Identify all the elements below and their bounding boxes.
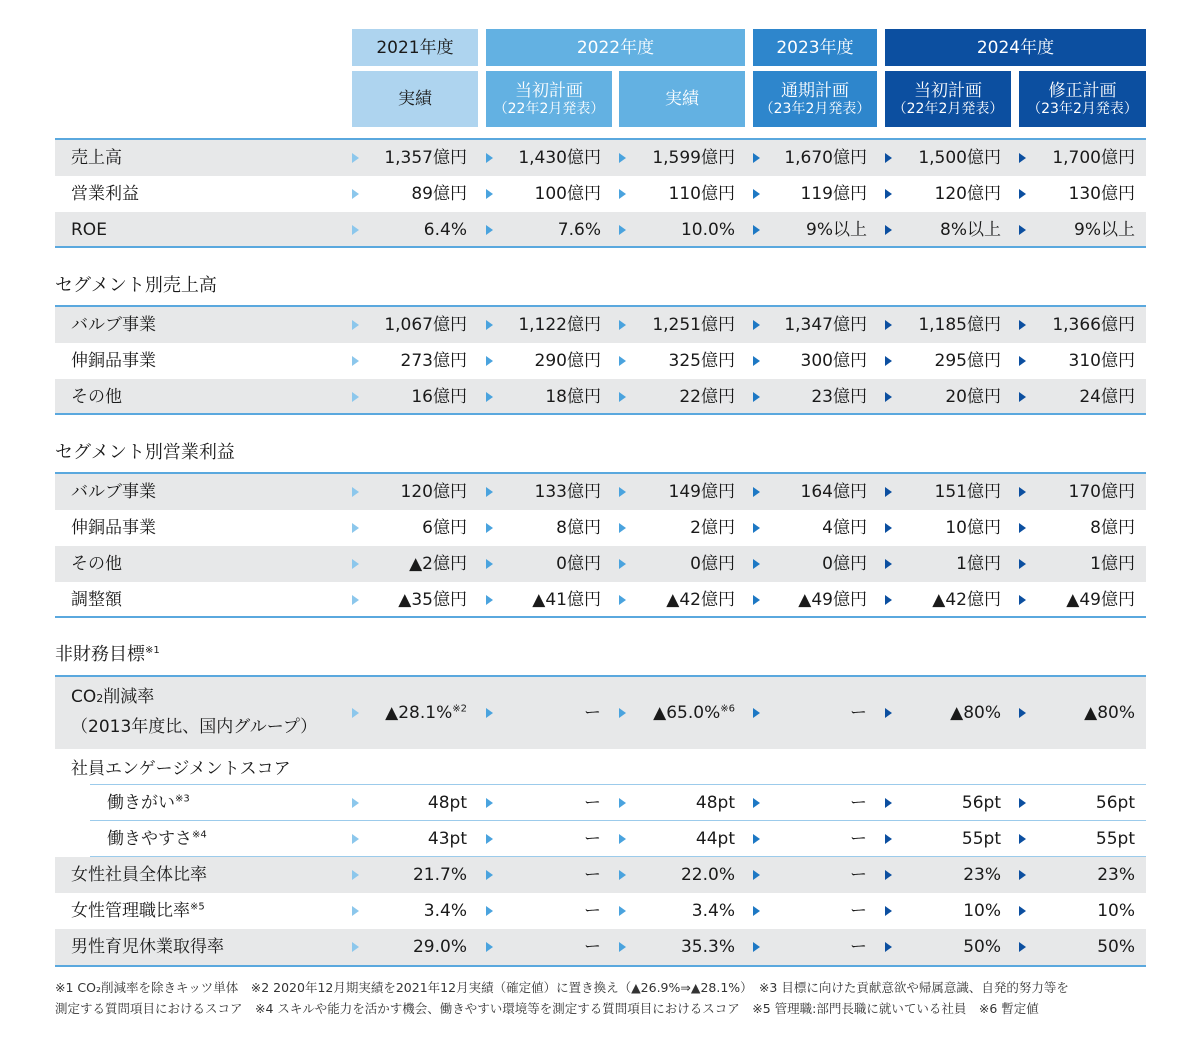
footnote-line-2: 測定する質問項目におけるスコア ※4 スキルや能力を活かす機会、働きやすい環境等を測定する質問項目におけるスコア ※5 管理職:部門長職に就いている社員 ※6 暫定値 <box>55 1001 1039 1016</box>
value-cell: ー <box>584 937 601 957</box>
value-cell: 119億円 <box>800 184 867 204</box>
col-header-2022-actual: 実績 <box>619 71 745 127</box>
row-engagement-heading <box>55 751 1146 787</box>
value-cell: ▲80% <box>950 703 1001 723</box>
col-header-2024-initial: 当初計画 （22年2月発表） <box>885 71 1011 127</box>
value-cell: 273億円 <box>400 351 467 371</box>
value-cell: ▲28.1%$^{※2}$ <box>385 703 467 723</box>
value-cell: ー <box>850 793 867 813</box>
value-cell: 55pt <box>961 829 1001 849</box>
value-cell: 1,347億円 <box>784 315 867 335</box>
value-cell: 8億円 <box>556 518 601 538</box>
value-cell: 10% <box>963 901 1001 921</box>
footnote-line-1: ※1 CO₂削減率を除きキッツ単体 ※2 2020年12月期実績を2021年12月実績（確定値）に置き換え（▲26.9%⇒▲28.1%） ※3 目標に向けた貢献意欲や帰属意識、自発的努力等を <box>55 980 1069 995</box>
table-row <box>55 307 1146 343</box>
table-row <box>55 474 1146 510</box>
rule-profit-bottom <box>55 616 1146 618</box>
value-cell: 300億円 <box>800 351 867 371</box>
row-label: 伸銅品事業 <box>71 351 156 371</box>
value-cell: 325億円 <box>668 351 735 371</box>
value-cell: 149億円 <box>668 482 735 502</box>
value-cell: ー <box>584 703 601 723</box>
value-cell: 21.7% <box>412 865 467 885</box>
value-cell: ー <box>850 901 867 921</box>
table-row <box>55 379 1146 415</box>
value-cell: ー <box>850 865 867 885</box>
value-cell: 10億円 <box>945 518 1001 538</box>
value-cell: ▲35億円 <box>398 590 467 610</box>
value-cell: ▲49億円 <box>798 590 867 610</box>
value-cell: 29.0% <box>412 937 467 957</box>
value-cell: 43pt <box>427 829 467 849</box>
row-label: バルブ事業 <box>71 482 156 502</box>
value-cell: 23% <box>963 865 1001 885</box>
col-header-2024-revised: 修正計画 （23年2月発表） <box>1019 71 1146 127</box>
value-cell: 1,430億円 <box>518 148 601 168</box>
row-label: 伸銅品事業 <box>71 518 156 538</box>
row-label: 社員エンゲージメントスコア <box>71 759 291 779</box>
value-cell: 23% <box>1097 865 1135 885</box>
row-divider <box>90 784 1146 785</box>
value-cell: 3.4% <box>423 901 467 921</box>
value-cell: 48pt <box>695 793 735 813</box>
value-cell: 9%以上 <box>1074 220 1135 240</box>
value-cell: 50% <box>1097 937 1135 957</box>
value-cell: 50% <box>963 937 1001 957</box>
value-cell: 170億円 <box>1068 482 1135 502</box>
value-cell: 6.4% <box>423 220 467 240</box>
value-cell: 1,670億円 <box>784 148 867 168</box>
value-cell: 23億円 <box>811 387 867 407</box>
value-cell: 151億円 <box>934 482 1001 502</box>
value-cell: 3.4% <box>691 901 735 921</box>
table-row <box>55 857 1146 893</box>
row-label: 女性管理職比率$^{※5}$ <box>71 901 205 921</box>
row-label: 男性育児休業取得率 <box>71 937 224 957</box>
value-cell: 6億円 <box>422 518 467 538</box>
value-cell: 0億円 <box>822 554 867 574</box>
table-row <box>55 785 1146 821</box>
value-cell: ▲65.0%$^{※6}$ <box>653 703 735 723</box>
value-cell: 89億円 <box>411 184 467 204</box>
value-cell: 8%以上 <box>940 220 1001 240</box>
value-cell: 18億円 <box>545 387 601 407</box>
value-cell: ー <box>584 865 601 885</box>
value-cell: 1,599億円 <box>652 148 735 168</box>
row-label: その他 <box>71 387 122 407</box>
col-header-2023-plan: 通期計画 （23年2月発表） <box>753 71 877 127</box>
value-cell: 16億円 <box>411 387 467 407</box>
value-cell: 0億円 <box>556 554 601 574</box>
value-cell: 1億円 <box>956 554 1001 574</box>
year-header-2024: 2024年度 <box>885 29 1146 66</box>
value-cell: 55pt <box>1095 829 1135 849</box>
row-label: バルブ事業 <box>71 315 156 335</box>
value-cell: ▲42億円 <box>666 590 735 610</box>
row-label: 売上高 <box>71 148 122 168</box>
value-cell: 24億円 <box>1079 387 1135 407</box>
section-title-segment-sales: セグメント別売上高 <box>55 275 217 296</box>
value-cell: 22.0% <box>680 865 735 885</box>
value-cell: 48pt <box>427 793 467 813</box>
value-cell: ー <box>584 901 601 921</box>
value-cell: 4億円 <box>822 518 867 538</box>
value-cell: 310億円 <box>1068 351 1135 371</box>
table-row <box>55 893 1146 929</box>
value-cell: ー <box>850 937 867 957</box>
value-cell: ー <box>850 703 867 723</box>
value-cell: 100億円 <box>534 184 601 204</box>
col-header-2022-initial: 当初計画 （22年2月発表） <box>486 71 612 127</box>
table-row <box>55 582 1146 618</box>
col-header-2021-actual: 実績 <box>352 71 478 127</box>
value-cell: 1,067億円 <box>384 315 467 335</box>
value-cell: ▲41億円 <box>532 590 601 610</box>
table-row <box>55 212 1146 248</box>
value-cell: 295億円 <box>934 351 1001 371</box>
row-label: 働きやすさ$^{※4}$ <box>107 829 207 849</box>
row-label: CO2削減率 （2013年度比、国内グループ） <box>71 687 318 737</box>
year-header-2022: 2022年度 <box>486 29 745 66</box>
value-cell: 1,357億円 <box>384 148 467 168</box>
value-cell: 8億円 <box>1090 518 1135 538</box>
value-cell: 1億円 <box>1090 554 1135 574</box>
row-label: 女性社員全体比率 <box>71 865 207 885</box>
year-header-2021: 2021年度 <box>352 29 478 66</box>
value-cell: 110億円 <box>668 184 735 204</box>
table-row <box>55 140 1146 176</box>
row-co2 <box>55 677 1146 749</box>
value-cell: 164億円 <box>800 482 867 502</box>
value-cell: ー <box>584 793 601 813</box>
value-cell: 7.6% <box>557 220 601 240</box>
table-row <box>55 546 1146 582</box>
value-cell: 120億円 <box>400 482 467 502</box>
value-cell: 1,366億円 <box>1052 315 1135 335</box>
value-cell: 290億円 <box>534 351 601 371</box>
value-cell: 130億円 <box>1068 184 1135 204</box>
rule-nonfin-bottom <box>55 965 1146 967</box>
row-label: 働きがい$^{※3}$ <box>107 793 190 813</box>
table-row <box>55 821 1146 857</box>
value-cell: 10.0% <box>680 220 735 240</box>
row-label: 営業利益 <box>71 184 139 204</box>
value-cell: 35.3% <box>680 937 735 957</box>
value-cell: 133億円 <box>534 482 601 502</box>
value-cell: 44pt <box>695 829 735 849</box>
row-label: 調整額 <box>71 590 122 610</box>
value-cell: 2億円 <box>690 518 735 538</box>
section-title-nonfinancial: 非財務目標$^{※1}$ <box>55 644 160 665</box>
value-cell: 1,500億円 <box>918 148 1001 168</box>
value-cell: ▲49億円 <box>1066 590 1135 610</box>
row-divider <box>90 820 1146 821</box>
value-cell: 56pt <box>1095 793 1135 813</box>
value-cell: 56pt <box>961 793 1001 813</box>
value-cell: 1,122億円 <box>518 315 601 335</box>
rule-main-bottom <box>55 246 1146 248</box>
value-cell: 120億円 <box>934 184 1001 204</box>
year-header-2023: 2023年度 <box>753 29 877 66</box>
table-row <box>55 343 1146 379</box>
rule-sales-bottom <box>55 413 1146 415</box>
value-cell: ▲42億円 <box>932 590 1001 610</box>
value-cell: 0億円 <box>690 554 735 574</box>
table-row <box>55 510 1146 546</box>
table-row <box>55 929 1146 965</box>
value-cell: 1,700億円 <box>1052 148 1135 168</box>
table-row <box>55 176 1146 212</box>
value-cell: ▲80% <box>1084 703 1135 723</box>
value-cell: 9%以上 <box>806 220 867 240</box>
row-label: ROE <box>71 220 107 240</box>
value-cell: 10% <box>1097 901 1135 921</box>
value-cell: 1,185億円 <box>918 315 1001 335</box>
value-cell: 20億円 <box>945 387 1001 407</box>
section-title-segment-profit: セグメント別営業利益 <box>55 442 235 463</box>
row-label: その他 <box>71 554 122 574</box>
value-cell: ー <box>584 829 601 849</box>
value-cell: 22億円 <box>679 387 735 407</box>
value-cell: ー <box>850 829 867 849</box>
value-cell: ▲2億円 <box>409 554 467 574</box>
value-cell: 1,251億円 <box>652 315 735 335</box>
